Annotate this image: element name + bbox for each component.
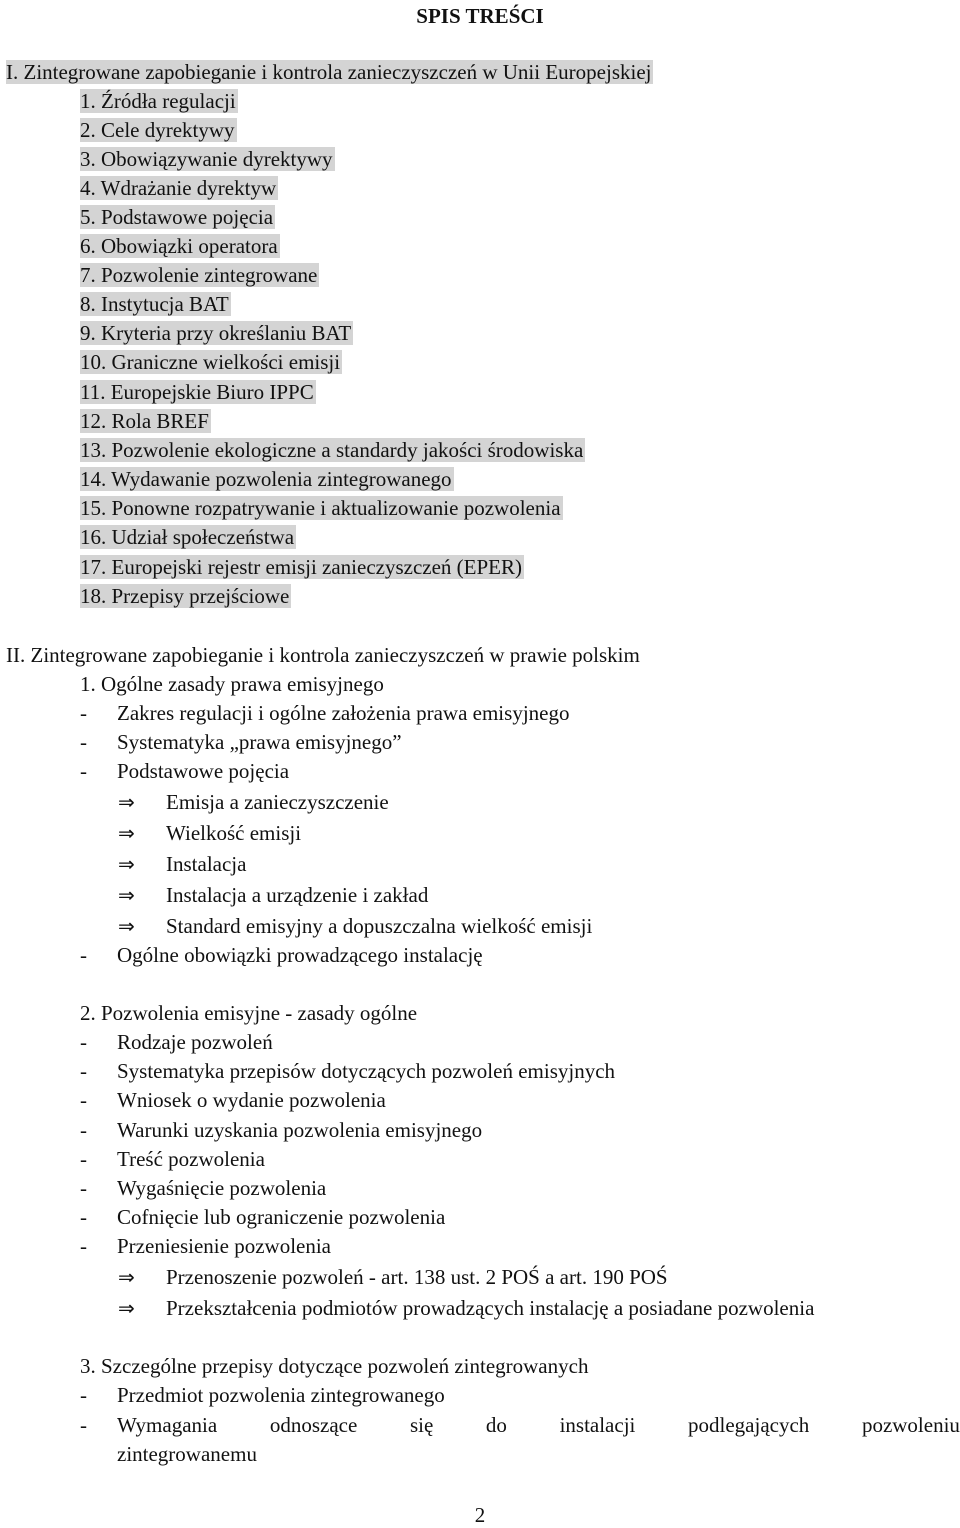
arrow-item-text: Wielkość emisji — [166, 821, 302, 845]
list-item — [0, 1234, 960, 1259]
toc-item-text: 13. Pozwolenie ekologiczne a standardy jakości środowiska — [80, 438, 584, 462]
toc-item — [80, 584, 291, 609]
arrow-item — [0, 1265, 960, 1290]
arrow-item — [0, 790, 960, 815]
dash-bullet: - — [80, 1030, 87, 1054]
page-number: 2 — [474, 1503, 486, 1527]
justified-word: do — [485, 1413, 507, 1437]
list-item-text: Wniosek o wydanie pozwolenia — [117, 1088, 386, 1112]
implies-arrow-icon: ⇒ — [118, 883, 135, 907]
toc-item-text: 11. Europejskie Biuro IPPC — [80, 380, 314, 404]
list-item-text: Przeniesienie pozwolenia — [117, 1234, 331, 1258]
arrow-item-text: Instalacja — [166, 852, 247, 876]
dash-bullet: - — [80, 1147, 87, 1171]
list-item — [0, 1383, 960, 1408]
list-item-text: Warunki uzyskania pozwolenia emisyjnego — [117, 1118, 483, 1142]
list-item — [0, 1088, 960, 1113]
arrow-item-text: Przenoszenie pozwoleń - art. 138 ust. 2 POŚ a art. 190 POŚ — [166, 1265, 668, 1289]
arrow-item — [0, 852, 960, 877]
justified-word: się — [409, 1413, 434, 1437]
dash-bullet: - — [80, 1413, 87, 1437]
justified-word: odnoszące — [269, 1413, 358, 1437]
toc-item — [80, 147, 335, 172]
list-item — [0, 943, 960, 968]
toc-item — [80, 555, 524, 580]
section-1-heading-text: I. Zintegrowane zapobieganie i kontrola zanieczyszczeń w Unii Europejskiej — [6, 60, 652, 84]
dash-bullet: - — [80, 730, 87, 754]
section-1-heading — [6, 60, 653, 85]
toc-item — [80, 350, 342, 375]
list-item-text: Rodzaje pozwoleń — [117, 1030, 273, 1054]
dash-bullet: - — [80, 1059, 87, 1083]
justified-word: Wymagania — [117, 1413, 218, 1437]
toc-item-text: 4. Wdrażanie dyrektyw — [80, 176, 277, 200]
toc-item-text: 14. Wydawanie pozwolenia zintegrowanego — [80, 467, 452, 491]
subsection-1-heading: 1. Ogólne zasady prawa emisyjnego — [80, 672, 384, 696]
page-title: SPIS TREŚCI — [416, 4, 544, 28]
toc-item-text: 3. Obowiązywanie dyrektywy — [80, 147, 333, 171]
list-item-text: Ogólne obowiązki prowadzącego instalację — [117, 943, 483, 967]
dash-bullet: - — [80, 1176, 87, 1200]
toc-item — [80, 438, 585, 463]
implies-arrow-icon: ⇒ — [118, 1296, 135, 1320]
toc-item-text: 17. Europejski rejestr emisji zanieczyszczeń (EPER) — [80, 555, 523, 579]
implies-arrow-icon: ⇒ — [118, 914, 135, 938]
list-item-text: Treść pozwolenia — [117, 1147, 265, 1171]
toc-item-text: 15. Ponowne rozpatrywanie i aktualizowanie pozwolenia — [80, 496, 561, 520]
list-item-text: Wygaśnięcie pozwolenia — [117, 1176, 327, 1200]
list-item — [0, 701, 960, 726]
list-item — [0, 1059, 960, 1084]
arrow-item-text: Emisja a zanieczyszczenie — [166, 790, 389, 814]
toc-item — [80, 205, 275, 230]
arrow-item — [0, 883, 960, 908]
toc-item-text: 2. Cele dyrektywy — [80, 118, 235, 142]
toc-item — [80, 409, 211, 434]
arrow-item-text: Przekształcenia podmiotów prowadzących instalację a posiadane pozwolenia — [166, 1296, 815, 1320]
list-item-text: Zakres regulacji i ogólne założenia prawa emisyjnego — [117, 701, 570, 725]
toc-item — [80, 234, 280, 259]
list-item-text: Podstawowe pojęcia — [117, 759, 290, 783]
dash-bullet: - — [80, 1383, 87, 1407]
toc-item — [80, 496, 563, 521]
arrow-item — [0, 821, 960, 846]
list-item-text: Cofnięcie lub ograniczenie pozwolenia — [117, 1205, 446, 1229]
toc-item-text: 1. Źródła regulacji — [80, 89, 236, 113]
list-item — [0, 1205, 960, 1230]
arrow-item — [0, 1296, 960, 1321]
justified-word: instalacji — [559, 1413, 636, 1437]
implies-arrow-icon: ⇒ — [118, 852, 135, 876]
toc-item — [80, 89, 238, 114]
toc-item — [80, 118, 237, 143]
toc-item — [80, 176, 278, 201]
list-item-text: Przedmiot pozwolenia zintegrowanego — [117, 1383, 445, 1407]
toc-item-text: 10. Graniczne wielkości emisji — [80, 350, 341, 374]
arrow-item-text: Standard emisyjny a dopuszczalna wielkość emisji — [166, 914, 593, 938]
implies-arrow-icon: ⇒ — [118, 821, 135, 845]
justified-word: podlegających — [688, 1413, 810, 1437]
justified-line — [117, 1413, 960, 1438]
implies-arrow-icon: ⇒ — [118, 1265, 135, 1289]
justified-word: pozwoleniu — [861, 1413, 960, 1437]
dash-bullet: - — [80, 1234, 87, 1258]
subsection-3-heading: 3. Szczególne przepisy dotyczące pozwoleń zintegrowanych — [80, 1354, 589, 1378]
arrow-item-text: Instalacja a urządzenie i zakład — [166, 883, 429, 907]
dash-bullet: - — [80, 1088, 87, 1112]
toc-item — [80, 467, 454, 492]
dash-bullet: - — [80, 1118, 87, 1142]
section-2-heading: II. Zintegrowane zapobieganie i kontrola zanieczyszczeń w prawie polskim — [6, 643, 640, 667]
toc-item — [80, 263, 319, 288]
list-item — [0, 759, 960, 784]
dash-bullet: - — [80, 701, 87, 725]
dash-bullet: - — [80, 1205, 87, 1229]
list-item-text: Systematyka „prawa emisyjnego” — [117, 730, 402, 754]
toc-item-text: 18. Przepisy przejściowe — [80, 584, 290, 608]
list-item — [0, 1176, 960, 1201]
toc-item — [80, 380, 316, 405]
toc-item-text: 12. Rola BREF — [80, 409, 209, 433]
toc-item-text: 5. Podstawowe pojęcia — [80, 205, 274, 229]
toc-item-text: 7. Pozwolenie zintegrowane — [80, 263, 318, 287]
toc-item — [80, 292, 231, 317]
implies-arrow-icon: ⇒ — [118, 790, 135, 814]
list-item-justified — [0, 1413, 960, 1438]
dash-bullet: - — [80, 759, 87, 783]
list-item-text: Systematyka przepisów dotyczących pozwoleń emisyjnych — [117, 1059, 616, 1083]
list-item — [0, 1118, 960, 1143]
list-item — [0, 1030, 960, 1055]
toc-item-text: 16. Udział społeczeństwa — [80, 525, 295, 549]
dash-bullet: - — [80, 943, 87, 967]
list-item-continuation: zintegrowanemu — [117, 1442, 257, 1466]
toc-item-text: 9. Kryteria przy określaniu BAT — [80, 321, 352, 345]
list-item — [0, 730, 960, 755]
toc-item — [80, 525, 296, 550]
arrow-item — [0, 914, 960, 939]
toc-item-text: 8. Instytucja BAT — [80, 292, 229, 316]
toc-item-text: 6. Obowiązki operatora — [80, 234, 278, 258]
subsection-2-heading: 2. Pozwolenia emisyjne - zasady ogólne — [80, 1001, 418, 1025]
toc-item — [80, 321, 353, 346]
list-item — [0, 1147, 960, 1172]
